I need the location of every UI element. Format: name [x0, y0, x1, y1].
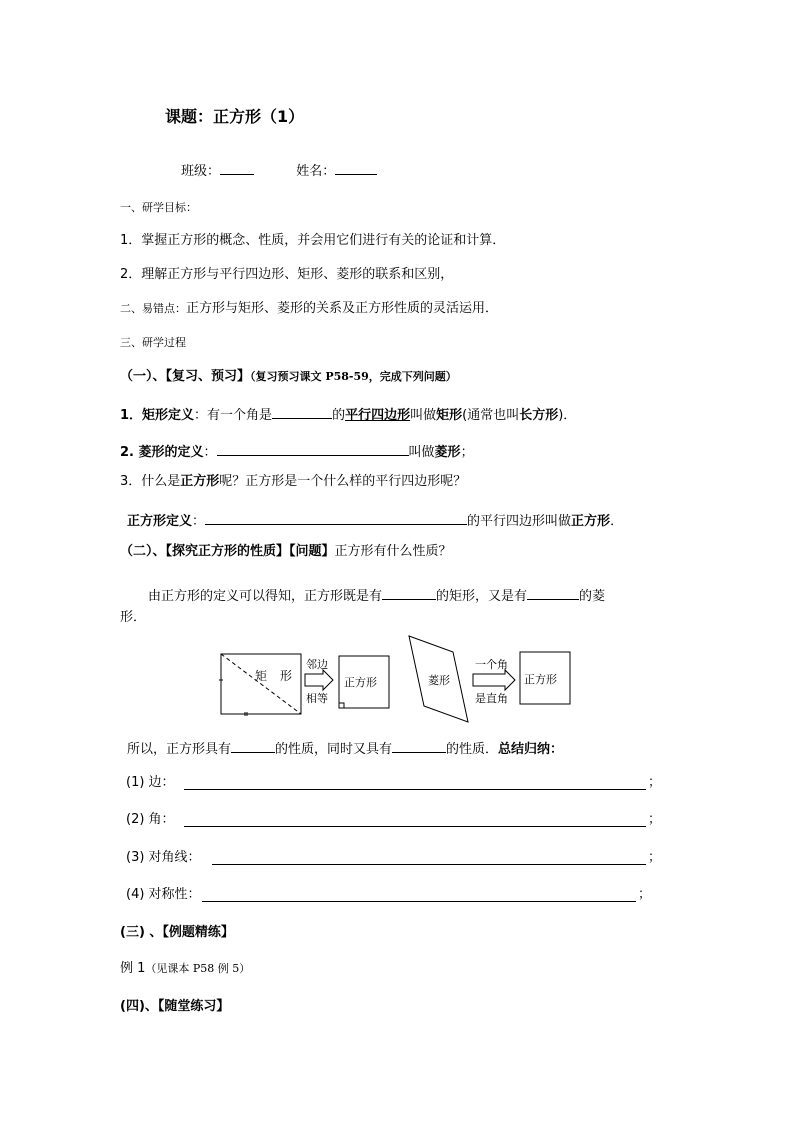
class-label: 班级： — [181, 164, 221, 179]
prop-label-sides: (1) 边： — [126, 775, 175, 790]
sec1-item2: 2．理解正方形与平行四边形、矩形、菱形的联系和区别， — [120, 267, 454, 282]
q2-term-rhombus: 菱形 — [434, 445, 461, 460]
prop-end-diagonals: ； — [648, 850, 662, 865]
example1-note: （见课本 P58 例 5） — [145, 962, 251, 975]
example1-label: 例 1 — [120, 961, 146, 976]
q4-term: 正方形定义 — [127, 514, 193, 529]
arrow1-top-label: 邻边 — [306, 658, 328, 671]
name-field[interactable] — [335, 160, 377, 175]
arrow-2-icon — [473, 670, 515, 690]
summary-c: 的性质． — [446, 742, 499, 757]
page-title: 课题：正方形（1） — [165, 107, 305, 126]
prop-line-symmetry[interactable] — [202, 901, 636, 902]
q1-term-parallelogram: 平行四边形 — [345, 408, 411, 423]
prop-label-diagonals: (3) 对角线： — [126, 850, 201, 865]
q1-term-oblong: 长方形 — [519, 408, 559, 423]
summary-heading: 总结归纳： — [498, 742, 564, 757]
prop-label-symmetry: (4) 对称性： — [126, 887, 201, 902]
part2-question: 正方形有什么性质？ — [334, 544, 452, 559]
q4-term-square: 正方形 — [571, 514, 611, 529]
q2-colon: ： — [203, 445, 217, 460]
summary-b: 的性质，同时又具有 — [275, 742, 393, 757]
part2-blank1[interactable] — [382, 585, 436, 600]
square-relation-diagram — [215, 630, 575, 725]
sec1-heading: 一、研学目标： — [120, 201, 197, 214]
sec2-row — [120, 302, 498, 315]
part2-line1-c: 的菱 — [579, 589, 606, 604]
prop-end-angles: ； — [648, 812, 662, 827]
arrow2-top-label: 一个角 — [475, 658, 508, 671]
q1-term-rectangle: 矩形 — [436, 408, 463, 423]
q1-text-b: 的 — [332, 408, 346, 423]
part1-row — [120, 370, 457, 383]
rhombus-label: 菱形 — [428, 674, 450, 687]
part3-heading: (三) 、【例题精练】 — [120, 925, 234, 940]
q3-row — [120, 475, 466, 488]
prop-end-sides: ； — [648, 775, 662, 790]
right-angle-mark — [339, 703, 344, 708]
part2-line1 — [148, 585, 605, 603]
q1-text-a: ：有一个角是 — [194, 408, 273, 423]
q1-number-term: 1．矩形定义 — [120, 408, 195, 423]
part1-heading: （一）、【复习、预习】 — [120, 369, 251, 384]
q2-text: 叫做 — [408, 445, 435, 460]
q2-number-term: 2. 菱形的定义 — [120, 445, 204, 460]
summary-blank2[interactable] — [392, 738, 446, 753]
prop-line-angles[interactable] — [184, 826, 646, 827]
sec2-text: 正方形与矩形、菱形的关系及正方形性质的灵活运用． — [186, 301, 499, 316]
prop-line-diagonals[interactable] — [212, 864, 646, 865]
part2-line1-b: 的矩形，又是有 — [436, 589, 528, 604]
summary-blank1[interactable] — [231, 738, 275, 753]
q2-end: ； — [460, 445, 474, 460]
part2-line2: 形． — [120, 610, 147, 625]
arrow-1-icon — [305, 670, 333, 690]
q3-text-b: 呢？正方形是一个什么样的平行四边形呢？ — [219, 474, 467, 489]
sec3-heading: 三、研学过程 — [120, 336, 186, 349]
square-label-1: 正方形 — [344, 676, 377, 689]
prop-line-sides[interactable] — [184, 789, 646, 790]
prop-end-symmetry: ； — [638, 887, 652, 902]
name-label: 姓名： — [296, 164, 336, 179]
sec2-heading: 二、易错点： — [120, 302, 186, 315]
q4-colon: ： — [192, 514, 206, 529]
part4-heading: (四)、【随堂练习】 — [120, 999, 230, 1014]
arrow2-bottom-label: 是直角 — [475, 692, 508, 705]
rect-label-2: 形 — [280, 669, 293, 683]
q1-text-d: (通常也叫 — [462, 408, 520, 423]
q2-blank[interactable] — [217, 441, 409, 456]
part2-line1-a: 由正方形的定义可以得知，正方形既是有 — [148, 589, 383, 604]
q3-term-square: 正方形 — [180, 474, 220, 489]
part2-row — [120, 545, 452, 558]
q3-text-a: 3．什么是 — [120, 474, 181, 489]
rectangle-diagonal — [221, 654, 301, 714]
square-label-2: 正方形 — [524, 673, 557, 686]
sec1-item1: 1．掌握正方形的概念、性质，并会用它们进行有关的论证和计算． — [120, 233, 506, 248]
student-info — [181, 160, 377, 178]
part1-note: （复习预习课文 P58-59，完成下列问题） — [250, 370, 457, 383]
summary-row — [127, 738, 563, 756]
arrow1-bottom-label: 相等 — [306, 692, 328, 705]
example1-row — [120, 962, 250, 975]
prop-label-angles: (2) 角： — [126, 812, 175, 827]
part2-heading: （二）、【探究正方形的性质】【问题】 — [120, 544, 335, 559]
q1-text-c: 叫做 — [410, 408, 437, 423]
q4-row — [127, 510, 623, 528]
q2-row — [120, 441, 474, 459]
summary-a: 所以，正方形具有 — [127, 742, 232, 757]
class-field[interactable] — [220, 160, 254, 175]
q4-blank[interactable] — [205, 510, 467, 525]
q1-blank[interactable] — [272, 404, 332, 419]
q1-text-e: )． — [558, 408, 577, 423]
q4-end: ． — [610, 514, 624, 529]
q1-row — [120, 404, 576, 422]
q4-text: 的平行四边形叫做 — [467, 514, 572, 529]
rect-label-1: 矩 — [255, 669, 268, 683]
part2-blank2[interactable] — [527, 585, 579, 600]
